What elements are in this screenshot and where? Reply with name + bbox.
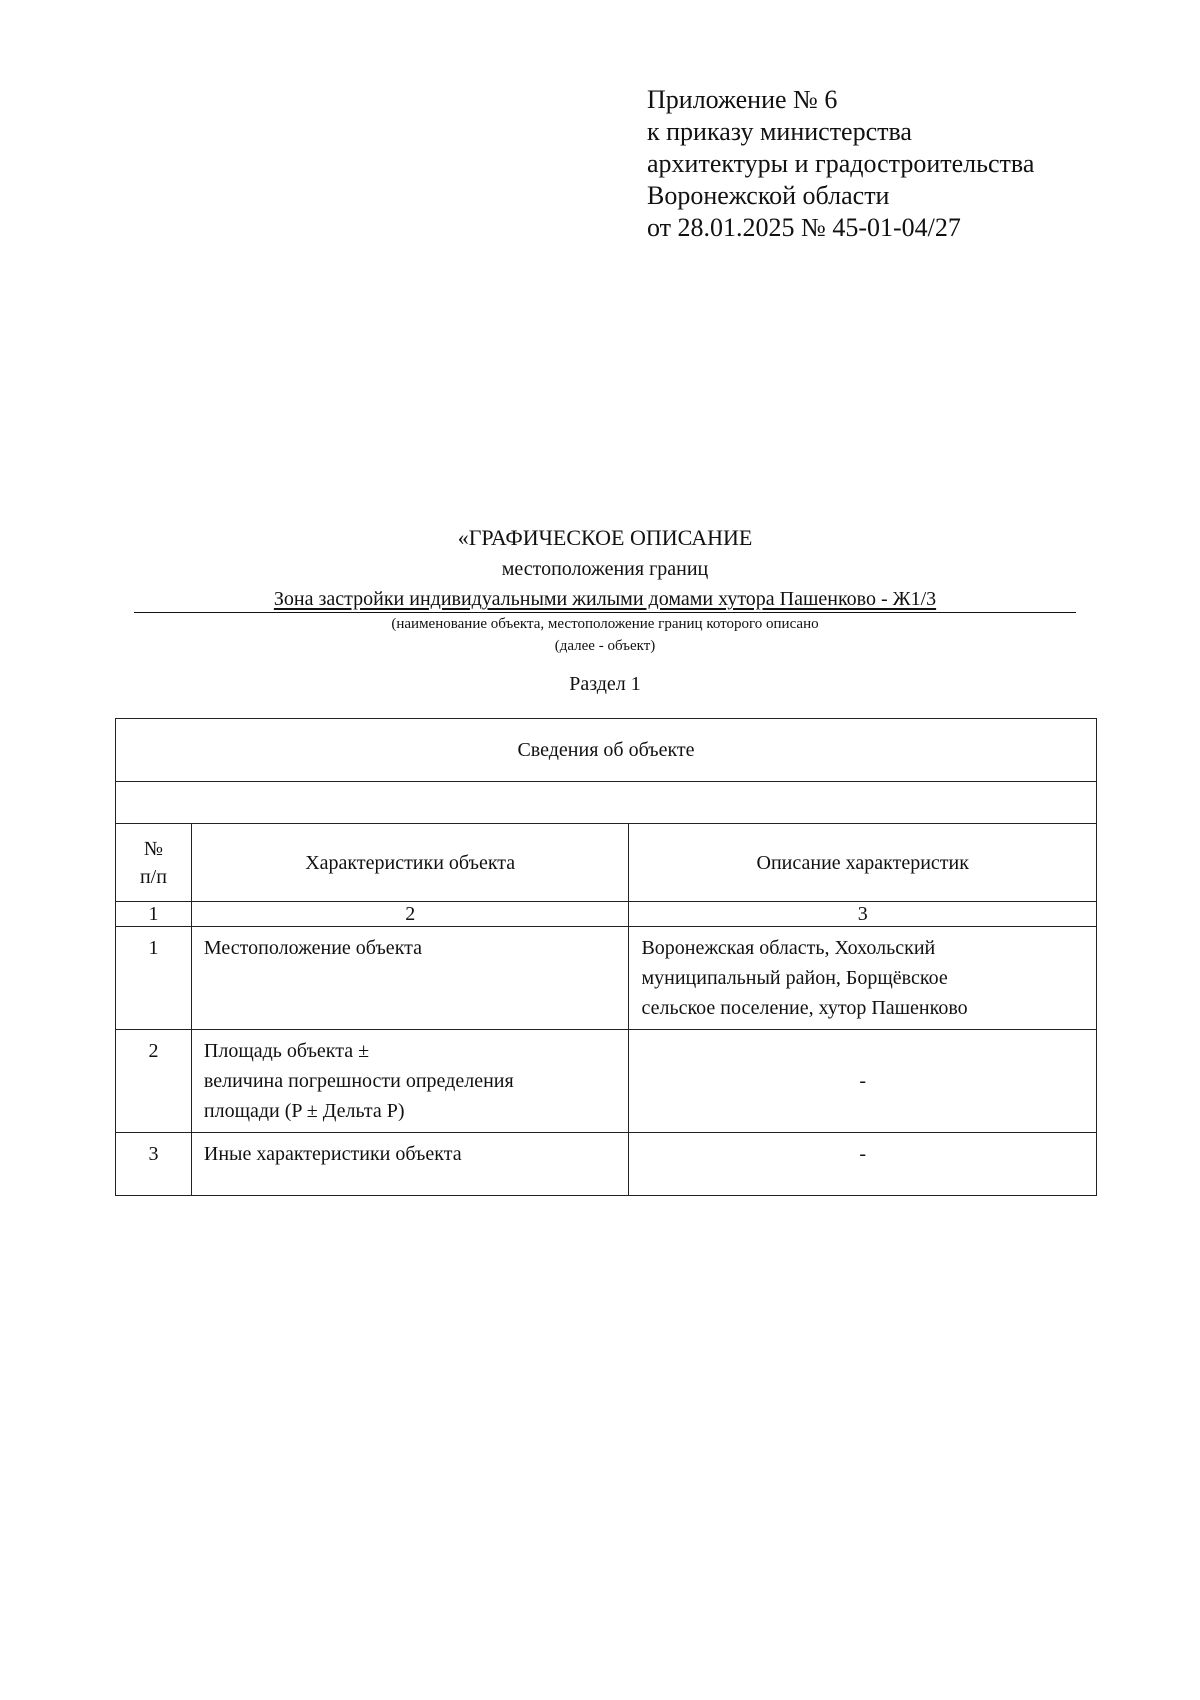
section-title: Раздел 1 <box>569 673 641 695</box>
characteristic-line: Площадь объекта ± <box>203 1040 370 1062</box>
table-empty-row <box>116 782 1097 824</box>
column-index: 2 <box>191 902 629 927</box>
column-header-characteristic: Характеристики объекта <box>191 824 629 902</box>
object-name-caption: (наименование объекта, местоположение границ которого описано <box>391 616 819 632</box>
column-header-number <box>116 824 192 902</box>
appendix-line: Приложение № 6 <box>647 85 838 114</box>
row-description <box>629 927 1097 1030</box>
document-title: «ГРАФИЧЕСКОЕ ОПИСАНИЕ <box>457 525 753 550</box>
row-characteristic: Местоположение объекта <box>191 927 629 1030</box>
object-name-underline <box>134 586 1076 613</box>
row-number: 3 <box>116 1133 192 1196</box>
object-name-caption-2: (далее - объект) <box>554 638 656 654</box>
appendix-line: архитектуры и градостроительства <box>647 149 1035 178</box>
column-index: 3 <box>629 902 1097 927</box>
table-header: Сведения об объекте <box>116 719 1097 782</box>
document-subtitle: местоположения границ <box>501 558 709 580</box>
column-header-description: Описание характеристик <box>629 824 1097 902</box>
appendix-line: от 28.01.2025 № 45-01-04/27 <box>647 213 961 242</box>
object-name: Зона застройки индивидуальными жилыми домами хутора Пашенково - Ж1/3 <box>273 588 937 610</box>
column-header-number-line2: п/п <box>139 865 167 888</box>
row-characteristic: Иные характеристики объекта <box>191 1133 629 1196</box>
description-line: муниципальный район, Борщёвское <box>641 967 948 989</box>
table-row <box>116 927 1097 1030</box>
characteristic-line: площади (P ± Дельта P) <box>203 1100 405 1122</box>
row-description: - <box>629 1133 1097 1196</box>
title-block <box>115 524 1095 697</box>
description-line: Воронежская область, Хохольский <box>641 937 936 959</box>
object-info-table <box>115 718 1097 1196</box>
appendix-line: к приказу министерства <box>647 117 912 146</box>
row-number: 2 <box>116 1030 192 1133</box>
description-line: сельское поселение, хутор Пашенково <box>641 997 968 1019</box>
table-row <box>116 1030 1097 1133</box>
characteristic-line: величина погрешности определения <box>203 1070 514 1092</box>
column-header-number-line1: № <box>143 837 163 860</box>
row-number: 1 <box>116 927 192 1030</box>
table-row <box>116 1133 1097 1196</box>
column-index: 1 <box>116 902 192 927</box>
appendix-block <box>647 84 1034 244</box>
row-description: - <box>629 1030 1097 1133</box>
appendix-line: Воронежской области <box>647 181 890 210</box>
row-characteristic <box>191 1030 629 1133</box>
